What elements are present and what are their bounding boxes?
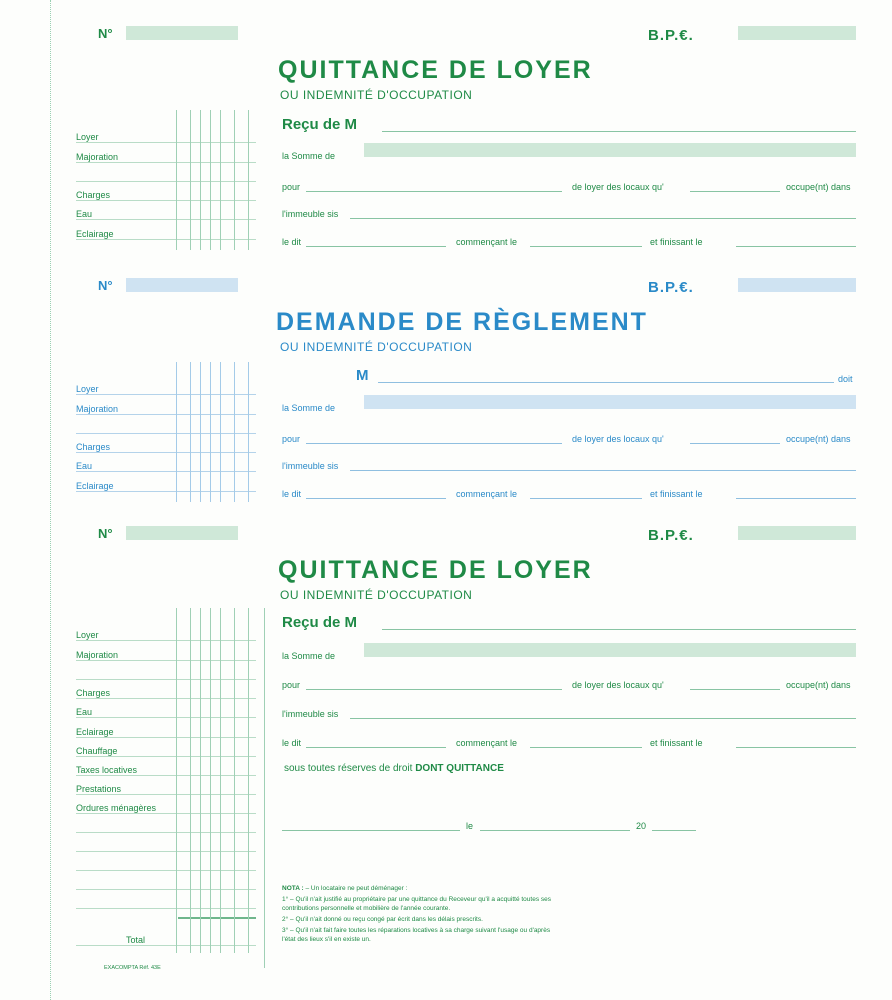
sum-label: la Somme de [282, 403, 336, 413]
reserve-line: sous toutes réserves de droit DONT QUITTANCE [284, 763, 504, 774]
commencant-label: commençant le [456, 489, 518, 499]
stub-label: Eau [76, 461, 93, 471]
tenant-name-field[interactable] [378, 382, 834, 383]
section-title: QUITTANCE DE LOYER [278, 556, 593, 584]
pour-label: pour [282, 680, 301, 690]
total-label: Total [126, 935, 146, 945]
stub-label: Charges [76, 190, 111, 200]
immeuble-label: l'immeuble sis [282, 209, 339, 219]
address-field[interactable] [350, 470, 856, 471]
mister-label: M [356, 367, 369, 384]
finissant-label: et finissant le [650, 738, 703, 748]
due-label: doit [838, 374, 853, 384]
nota-block: NOTA : – Un locataire ne peut déménager : 1° – Qu'il n'ait justifié au propriétaire par une quittance du Receveur qu'il a acquitté toutes ses contributions personnelle et mobilière de l'année courante. 2° – Qu'il n'ait donné ou reçu congé par écrit dans les délais prescrits. 3° – Qu'il n'ait fait faire toutes les réparations locatives à sa charge suivant l'usage ou d'après l'état des lieux s'il en existe un. [282, 885, 552, 943]
received-from-label: Reçu de M [282, 116, 358, 133]
stub-label: Majoration [76, 152, 119, 162]
pour-label: pour [282, 434, 301, 444]
immeuble-label: l'immeuble sis [282, 709, 339, 719]
number-label: N° [98, 278, 113, 293]
number-label: N° [98, 526, 113, 541]
ledit-label: le dit [282, 237, 302, 247]
finissant-label: et finissant le [650, 237, 703, 247]
stub-label: Taxes locatives [76, 765, 138, 775]
number-field[interactable] [126, 26, 238, 40]
date-le-label: le [466, 821, 474, 831]
stub-label: Loyer [76, 132, 99, 142]
bpe-label: B.P.€. [648, 527, 694, 544]
number-label: N° [98, 26, 113, 41]
occupe-label: occupe(nt) dans [786, 680, 851, 690]
loyer-label: de loyer des locaux qu' [572, 182, 664, 192]
bpe-label: B.P.€. [648, 27, 694, 44]
stub-label: Chauffage [76, 746, 118, 756]
stub-label: Charges [76, 442, 111, 452]
sum-label: la Somme de [282, 151, 336, 161]
stub-label: Eau [76, 707, 93, 717]
address-field[interactable] [350, 218, 856, 219]
stub-label: Eclairage [76, 229, 114, 239]
ledit-label: le dit [282, 738, 302, 748]
sum-field[interactable] [364, 395, 856, 409]
date-year-label: 20 [636, 821, 647, 831]
stub-label: Eclairage [76, 481, 114, 491]
perforation-line [50, 0, 51, 1000]
sum-field[interactable] [364, 143, 856, 157]
stub-label: Prestations [76, 784, 122, 794]
section-title: QUITTANCE DE LOYER [278, 56, 593, 84]
stub-label: Eau [76, 209, 93, 219]
loyer-label: de loyer des locaux qu' [572, 434, 664, 444]
section-title: DEMANDE DE RÈGLEMENT [276, 308, 648, 336]
section-subtitle: OU INDEMNITÉ D'OCCUPATION [280, 340, 473, 354]
stub-label: Eclairage [76, 727, 114, 737]
stub-label: Majoration [76, 404, 119, 414]
date-field[interactable] [480, 830, 630, 831]
loyer-label: de loyer des locaux qu' [572, 680, 664, 690]
sum-field[interactable] [364, 643, 856, 657]
amount-field[interactable] [738, 278, 856, 292]
sum-label: la Somme de [282, 651, 336, 661]
received-from-label: Reçu de M [282, 614, 358, 631]
address-field[interactable] [350, 718, 856, 719]
stub-label: Charges [76, 688, 111, 698]
place-field[interactable] [282, 830, 460, 831]
section-subtitle: OU INDEMNITÉ D'OCCUPATION [280, 588, 473, 602]
commencant-label: commençant le [456, 738, 518, 748]
occupe-label: occupe(nt) dans [786, 434, 851, 444]
number-field[interactable] [126, 526, 238, 540]
tenant-name-field[interactable] [382, 131, 856, 132]
section-subtitle: OU INDEMNITÉ D'OCCUPATION [280, 88, 473, 102]
occupe-label: occupe(nt) dans [786, 182, 851, 192]
amount-field[interactable] [738, 526, 856, 540]
finissant-label: et finissant le [650, 489, 703, 499]
amount-field[interactable] [738, 26, 856, 40]
stub-label: Loyer [76, 630, 99, 640]
reference-code: EXACOMPTA Réf. 43E [104, 965, 161, 971]
stub-label: Ordures ménagères [76, 803, 157, 813]
pour-label: pour [282, 182, 301, 192]
immeuble-label: l'immeuble sis [282, 461, 339, 471]
number-field[interactable] [126, 278, 238, 292]
stub-label: Loyer [76, 384, 99, 394]
stub-label: Majoration [76, 650, 119, 660]
commencant-label: commençant le [456, 237, 518, 247]
bpe-label: B.P.€. [648, 279, 694, 296]
tenant-name-field[interactable] [382, 629, 856, 630]
ledit-label: le dit [282, 489, 302, 499]
